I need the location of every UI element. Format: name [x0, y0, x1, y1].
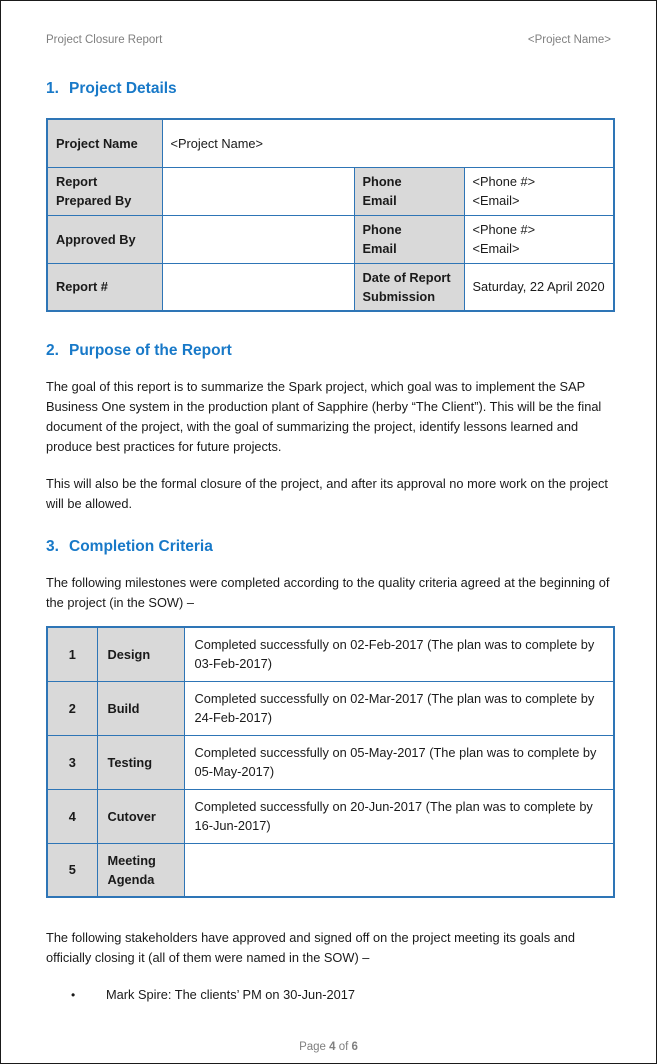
table-row: [47, 119, 614, 167]
milestone-number: 1: [47, 627, 97, 681]
milestone-name: Design: [97, 627, 184, 681]
table-row: [47, 843, 614, 897]
table-row: [47, 789, 614, 843]
project-details-table: [46, 118, 615, 312]
milestone-description: Completed successfully on 02-Mar-2017 (The plan was to complete by 24-Feb-2017): [184, 681, 614, 735]
prepared-by-value-cell: [162, 167, 354, 215]
section-heading-project-details: [46, 80, 611, 98]
section-heading-purpose: [46, 342, 611, 360]
report-number-value-cell: [162, 263, 354, 311]
phone-value: <Phone #>: [472, 222, 536, 237]
phone-label: Phone: [362, 174, 402, 189]
running-header: [46, 34, 611, 46]
submission-date-value-cell: Saturday, 22 April 2020: [464, 263, 614, 311]
milestone-description: Completed successfully on 05-May-2017 (The plan was to complete by 05-May-2017): [184, 735, 614, 789]
report-number-label-cell: Report #: [47, 263, 162, 311]
stakeholder-bullet-item: [46, 985, 611, 1005]
table-row: [47, 167, 614, 215]
footer-of-label: of: [338, 1041, 349, 1053]
phone-email-value-cell: [464, 215, 614, 263]
section-title: Purpose of the Report: [69, 342, 232, 359]
phone-email-label-cell: [354, 167, 464, 215]
section-heading-completion-criteria: [46, 538, 611, 556]
prepared-by-label-cell: Report Prepared By: [47, 167, 162, 215]
milestone-description: Completed successfully on 02-Feb-2017 (The plan was to complete by 03-Feb-2017): [184, 627, 614, 681]
phone-label: Phone: [362, 222, 402, 237]
phone-email-label-cell: [354, 215, 464, 263]
project-name-value-cell: <Project Name>: [162, 119, 614, 167]
milestone-name: Build: [97, 681, 184, 735]
milestone-number: 4: [47, 789, 97, 843]
project-name-label-cell: Project Name: [47, 119, 162, 167]
purpose-paragraph-1: The goal of this report is to summarize the Spark project, which goal was to implement the SAP Business One system in the production plant of Sapphire (herby “The Client”). This will be the final document of the project, with the goal of summarizing the project, identify lessons learned and produce best practices for future projects.: [46, 379, 602, 454]
approved-by-label-cell: Approved By: [47, 215, 162, 263]
criteria-intro-paragraph: The following milestones were completed according to the quality criteria agreed at the beginning of the project (in the SOW) –: [46, 575, 610, 610]
email-label: Email: [362, 193, 397, 208]
header-document-title: Project Closure Report: [46, 34, 163, 46]
milestone-name: Cutover: [97, 789, 184, 843]
table-row: [47, 263, 614, 311]
milestone-name: Meeting Agenda: [97, 843, 184, 897]
phone-value: <Phone #>: [472, 174, 536, 189]
milestone-description: [184, 843, 614, 897]
milestone-name: Testing: [97, 735, 184, 789]
section-title: Project Details: [69, 80, 177, 97]
milestone-number: 5: [47, 843, 97, 897]
table-row: [47, 681, 614, 735]
header-project-name-placeholder: <Project Name>: [527, 34, 611, 46]
email-value: <Email>: [472, 241, 520, 256]
email-value: <Email>: [472, 193, 520, 208]
phone-email-value-cell: [464, 167, 614, 215]
running-footer: [1, 1041, 656, 1053]
purpose-paragraph-2: This will also be the formal closure of the project, and after its approval no more work on the project will be allowed.: [46, 476, 608, 511]
criteria-outro-paragraph: The following stakeholders have approved and signed off on the project meeting its goals and officially closing it (all of them were named in the SOW) –: [46, 930, 576, 965]
submission-date-label-cell: Date of Report Submission: [354, 263, 464, 311]
stakeholder-signoff-text: Mark Spire: The clients’ PM on 30-Jun-2017: [106, 987, 355, 1002]
section-number: 3.: [46, 538, 59, 555]
milestone-number: 2: [47, 681, 97, 735]
milestone-description: Completed successfully on 20-Jun-2017 (The plan was to complete by 16-Jun-2017): [184, 789, 614, 843]
email-label: Email: [362, 241, 397, 256]
table-row: [47, 215, 614, 263]
footer-page-label: Page: [299, 1041, 326, 1053]
section-number: 1.: [46, 80, 59, 97]
section-number: 2.: [46, 342, 59, 359]
milestones-table: [46, 626, 615, 898]
table-row: [47, 735, 614, 789]
table-row: [47, 627, 614, 681]
milestone-number: 3: [47, 735, 97, 789]
section-title: Completion Criteria: [69, 538, 213, 555]
footer-total-pages: 6: [351, 1041, 358, 1053]
approved-by-value-cell: [162, 215, 354, 263]
bullet-icon: •: [71, 988, 76, 1002]
footer-current-page: 4: [329, 1041, 336, 1053]
